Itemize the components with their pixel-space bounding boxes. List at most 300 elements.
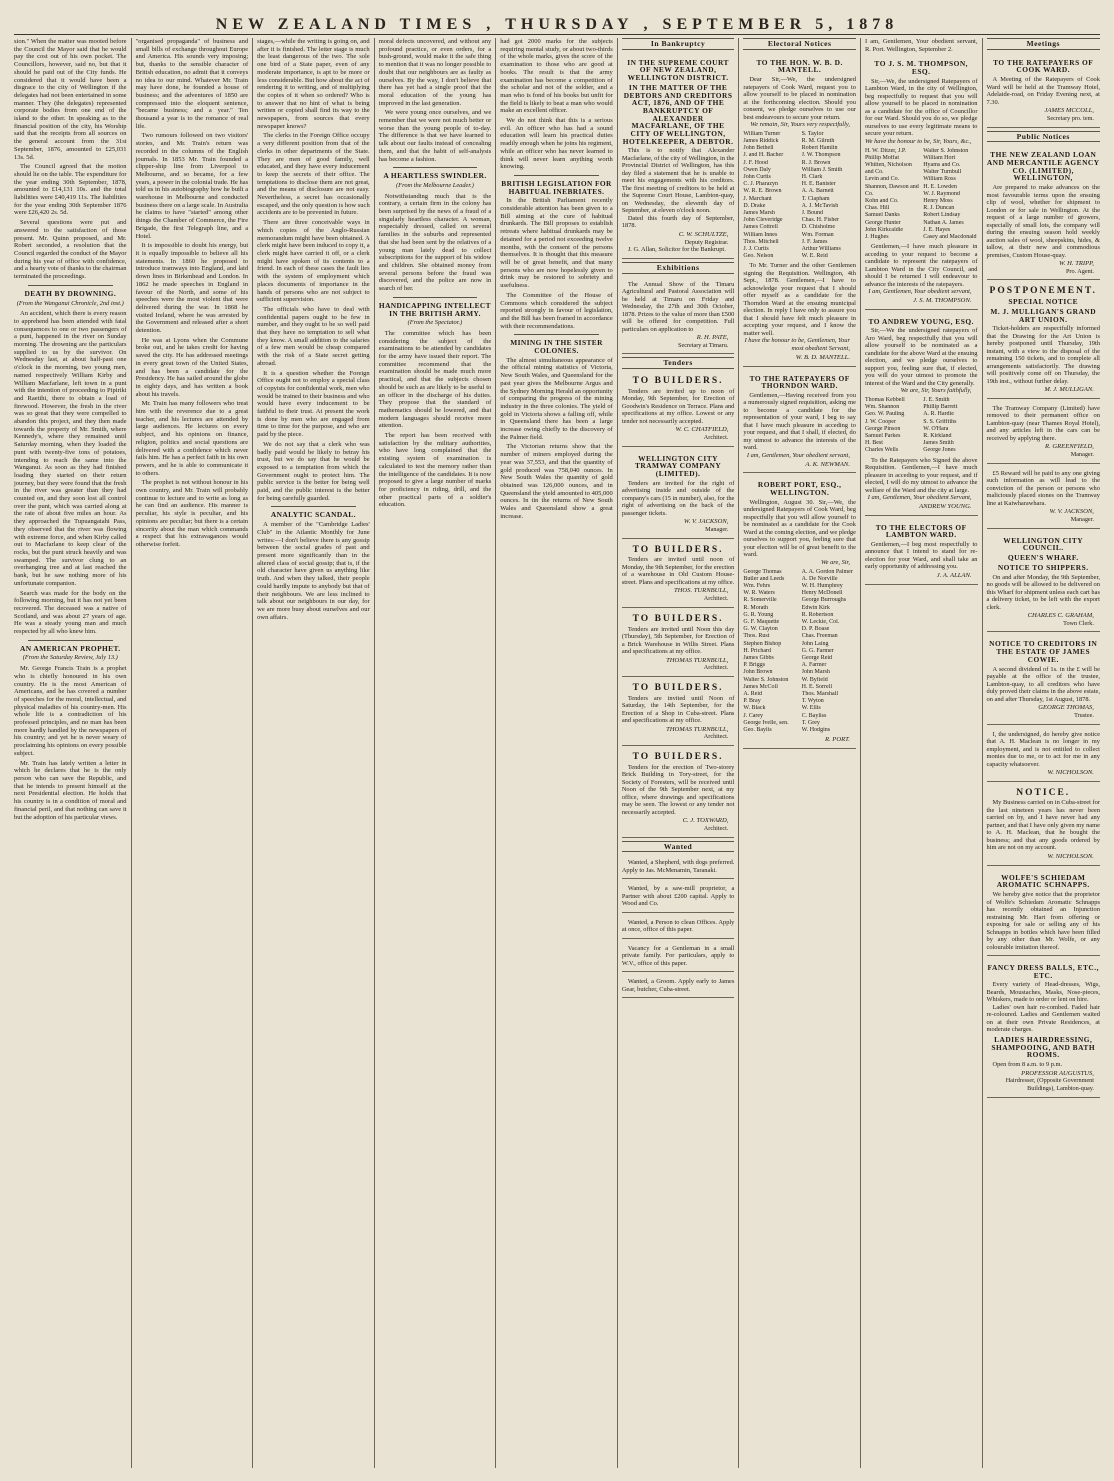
article-text: An accident, which there is every reason to apprehend has been attended with fatal consequences to one or two passengers of a punt, happened in the river on Sunday morning. The drowning are the particulars supplied to us by the survivor. On Wednesday last, at about half-past one o'clock in the morning, two young men, named respectively William Kirby and William Macfarlane, left town in a punt with the intention of proceeding to Pipiriki and Raetihi, there to obtain a load of firewood. However, the fresh in the river was so great that they were compelled to abandon this project, and they then made towards the property of Mr. Smith, where Kennedy's, where they remained until Saturday morning, when they loaded the punt with twenty-five tons of potatoes, intending to reach the same into the Wanganui. As soon as they had finished loading they started on their return journey, but they were found that the fresh in the river was greater than they had counted on, and they soon lost all control over the punt, which was carried along at the rate of about five miles an hour. As they approached the Tupuangatahi Pass, they observed that the river was flowing with extreme force, and when Kirby called out to Macfarlane to keep clear of the rocks, but the punt struck heavily and was swamped. The survivor clung to an overhanging tree and at last reached the bank, but he saw nothing more of his unfortunate companion. (14, 310, 127, 587)
article-headline: AN AMERICAN PROPHET. (20, 643, 121, 653)
article-headline: ANALYTIC SCANDAL. (270, 510, 356, 520)
article-headline: A HEARTLESS SWINDLER. (383, 171, 487, 181)
ad-text: Tenders are invited up to noon of Monday, 9th September, for Erection of Goodwin's Residence on Terrace. Plans and specifications at my office. Lowest or any tender not necessarily accepted. (621, 387, 735, 425)
ad-text: Tenders are invited until Noon of Saturday, the 14th September, for the Erection of a Shop in Cuba-street. Plans and specifications at my office. (621, 694, 735, 725)
signatory-name: Geo. W. Pauling (864, 411, 905, 418)
section-header: Electoral Notices (743, 38, 856, 50)
notice-text: Dear Sir,—We, the undersigned ratepayers of Cook Ward, request you to allow yourself to be placed in nomination at the forthcoming election. Should you consent, we pledge ourselves to use our best endeavours to secure your return. (743, 76, 856, 121)
notice-title: TO THE RATEPAYERS OF THORNDON WARD. (749, 373, 850, 391)
signatory-name: S. Taylor (801, 130, 824, 137)
article-text: The clerks in the Foreign Office occupy a very different position from that of the clerks in other departments of the State. They are men of good family, well educated, and they have every inducement to keep the secrets of their office. The temptations to disclose them are not great, and the means of disclosure are not easy. Nevertheless, a secret has occasionally escaped, and the only question is how such accidents are to be prevented in future. (257, 132, 370, 217)
ad-signature: R. GREENFIELD, (1045, 443, 1094, 451)
ad-text: Every variety of Head-dresses, Wigs, Beards, Moustaches, Masks, Nose-pieces, Whiskers, made to order or lent on hire. (986, 981, 1100, 1004)
notice-text: I am, Gentlemen, Your obedient servant, R. Port. Wellington, September 2. (864, 38, 978, 53)
section-header: In Bankruptcy (622, 38, 735, 50)
notice-signoff: We are, Sir, Yours faithfully, (900, 387, 972, 395)
ad-role: Architect. (703, 733, 729, 741)
meeting-notice (987, 54, 1100, 128)
section-header: Meetings (987, 38, 1100, 50)
ad-text: The Tramway Company (Limited) have removed to their permanent office on Lambton-quay (near Thames Royal Hotel), and any articles left in the cars can be received by applying there. (986, 404, 1100, 442)
ad-text: We hereby give notice that the proprietor of Wolfe's Schiedam Aromatic Schnapps has recently obtained an Injunction restraining Mr. Hart from offering or exposing for sale or selling any of his Schnapps in bottles which have been filled by any other than Mr. Wolfe, or any colourable imitation thereof. (986, 891, 1100, 951)
signatory-name: J. W. Thompson (801, 152, 841, 159)
divider (514, 175, 599, 176)
ad-role: Manager. (1070, 451, 1094, 459)
notice-signature: W. B. D. MANTELL. (795, 353, 850, 361)
signatory-name: J. Marchant (743, 195, 772, 202)
wanted-ad (622, 942, 735, 973)
article-source: (From the Saturday Review, July 13.) (22, 654, 118, 662)
divider (271, 506, 356, 507)
signatory-name: H. W. Ditzer, J.P. (864, 147, 907, 154)
notice-signoff: I am, Gentlemen, Your obedient servant, (868, 288, 972, 296)
article-source: (From the Melbourne Leader.) (396, 181, 474, 189)
signatory-name: R. M. Gilruth (801, 138, 835, 145)
signatory-name: George Jones (923, 447, 956, 454)
signatory-name: C. Bayliss (801, 712, 827, 719)
ad-title: TO THE RATEPAYERS OF COOK WARD. (993, 57, 1094, 75)
signatory-name: W. R. Waters (743, 590, 775, 597)
signatory-name: Hyams and Co. (923, 161, 961, 168)
article-text: Mr. Train has lately written a letter in which he declares that he is the only person who can save the Republic, and that he intends to present himself at the next Presidential election. He holds that his country is in a condition of moral and financial peril, and that nothing can save it but the adoption of his particular views. (14, 759, 127, 821)
public-notice (987, 283, 1100, 399)
public-notice (987, 635, 1100, 724)
signatory-name: R. J. Duncan (923, 205, 955, 212)
signatory-name: Robert Lindsay (923, 212, 961, 219)
article-text: sion." When the matter was mooted before the Council the Mayor said that he would pay the cost out of his own pocket. The Councillors, however, said no, but that it should be paid out of the City funds. He considered that it would have been a disgrace to the city of Wellington if the delegates had not been entertained in some manner. They (the delegates) represented corporate bodies from one end of the island to the other. In speaking as to the financial position of the city, his Worship said that the receipts from all sources on the general account from the 31st September, 1876, amounted to £25,031 13s. 5d. (14, 38, 127, 161)
signatory-name: G. G. Farmer (801, 647, 834, 654)
signatory-name: George Burroughs (801, 597, 847, 604)
signatory-name: George Hunter (864, 219, 901, 226)
notice-text: Wellington, August 30. Sir,—We, the undersigned Ratepayers of Cook Ward, beg respectfully that you will allow yourself to be nominated as a candidate for the Cook Ward at the coming election, and we pledge ourselves to support you, feeling sure that your election will be of great benefit to the ward. (743, 498, 856, 559)
signatory-name: Geo. Baylis (743, 726, 772, 733)
signatory-name: George Ivelle, sen. (743, 719, 789, 726)
notice-signature: J. S. M. THOMPSON. (913, 296, 972, 304)
column-5 (496, 38, 618, 1468)
signatory-name: J. J. Curtis (743, 246, 769, 253)
signatory-name: John Laing (801, 640, 829, 647)
signatory-name: G. R. Young (743, 611, 774, 618)
signatory-name: William Ross (923, 176, 956, 183)
signatory-list (743, 569, 856, 735)
signatory-name: Co. (864, 190, 874, 197)
signatory-list (743, 131, 856, 261)
signatory-name: George Pinson (864, 425, 901, 432)
ad-signature: PROFESSOR AUGUSTUS, (1021, 1069, 1094, 1077)
signatory-name: H. Clark (801, 174, 823, 181)
column-8 (861, 38, 983, 1468)
ad-signature: W. V. JACKSON, (683, 518, 729, 526)
notice-text: Gentlemen,—Having received from you a numerously signed requisition, asking me to become a candidate for the representation of your ward, I beg to say that I have much pleasure in acceding to your request, and that I shall, if elected, do my utmost to advance the interests of the ward. (743, 391, 856, 452)
notice-title: TO THE ELECTORS OF LAMBTON WARD. (875, 522, 967, 540)
signatory-name: H. Prichard (743, 647, 772, 654)
ad-role: Town Clerk. (1063, 619, 1094, 627)
ad-role: Architect. (703, 434, 729, 442)
column-6 (618, 38, 740, 1468)
signatory-name: R. Kirkland (923, 432, 952, 439)
tender-ad (622, 749, 735, 838)
signatory-name: Whitten, Nicholson (864, 161, 912, 168)
ad-title: TO BUILDERS. (632, 752, 724, 763)
public-notice (987, 959, 1100, 1098)
notice-signature: ANDREW YOUNG. (919, 502, 972, 510)
masthead-date: SEPTEMBER 5, 1878 (662, 16, 899, 33)
ad-text: Ladies' own hair re-combed. Faded hair re-coloured. Ladies and Gentlemen waited on at their own Private Residences, at moderate charges. (986, 1003, 1100, 1034)
signatory-name: John Curtis (743, 174, 771, 181)
ad-text: Tenders for the erection of Two-storey Brick Building in Tory-street, for the Society of Foresters, will be received until Noon of the 9th September next, at my office, where drawings and specifications may be seen. The lowest or any tender not necessarily accepted. (621, 763, 735, 816)
article-text: The Committee of the House of Commons which considered the subject reported strongly in favour of legislation, and the Bill has been framed in accordance with their recommendations. (500, 291, 613, 330)
column-7 (739, 38, 861, 1468)
notice-reply: Gentlemen,—I have much pleasure in acceding to your request to become a candidate to represent the ratepayers of Lambton Ward in the City Council, and should I be returned I will endeavour to advance the interests of the ratepayers. (864, 243, 978, 288)
column-4 (375, 38, 497, 1468)
signatory-name: W. Leckie, Col. (801, 618, 840, 625)
ad-title: TO BUILDERS. (632, 544, 724, 555)
signatory-name: and Co. (864, 169, 884, 176)
public-notice (987, 467, 1100, 529)
ad-title: WOLFE'S SCHIEDAM AROMATIC SCHNAPPS. (996, 872, 1090, 890)
tender-ad (622, 450, 735, 539)
divider (514, 334, 599, 335)
signatory-name: W. Byfield (801, 676, 828, 683)
signatory-name: H. Best (864, 440, 883, 447)
ad-heading: M. J. MULLIGAN'S GRAND ART UNION. (990, 306, 1097, 324)
section-header: Exhibitions (622, 262, 735, 274)
signatory-name: Stephen Bishop (743, 640, 782, 647)
notice-text: The Annual Show of the Timaru Agricultural and Pastoral Association will be held at Timaru on Friday and Wednesday, the 27th and 30th October, 1878. Prizes to the value of more than £500 will be offered for competition. Full particulars on application to (621, 280, 735, 333)
signatory-name: William J. Smith (801, 166, 843, 173)
article-text: stages,—while the writing is going on, and after it is finished. The letter stage is much the least dangerous of the two. The sole one bird of a State paper, even of any moderate importance, is apt to be more or less considerable. But how about the act of rendering it to writing, and of multiplying the copies of it when so ordered? Who is to answer that no hint of what is being written or copied shall find its way to the newspapers, from sources that every newspaper knows? (257, 38, 370, 130)
article-text: The report has been received with satisfaction by the military authorities, who have long complained that the existing system of examination is calculated to test the memory rather than the intelligence of the candidates. It is now proposed to give a large number of marks for proficiency in riding, drill, and the other practical parts of a soldier's education. (378, 432, 492, 509)
signatory-name: Chas. Hill (864, 205, 890, 212)
signatory-name: John Cleveridge (743, 217, 783, 224)
signatory-name: S. S. Griffiths (923, 418, 957, 425)
ad-text: Wanted, by a saw-mill proprietor, a Partner with about £200 capital. Apply to Wood and Co. (621, 885, 735, 908)
public-notice (987, 402, 1100, 464)
signatory-name: William Turner (743, 130, 781, 137)
ad-text: Are prepared to make advances on the most favourable terms upon the ensuing clip of wool, whether for shipment to London or for sale in Wellington. At the request of a large number of growers, especially of small lots, the company will during the ensuing season hold weekly auction sales of wool, sheepskins, hides, & tallow, at their new and commodious premises, Custom House-quay. (986, 184, 1100, 259)
ad-signature: M. J. MULLIGAN. (1044, 386, 1094, 394)
signatory-name: George Thomas (743, 568, 782, 575)
signatory-name: William Hort (923, 154, 956, 161)
masthead-day: THURSDAY (505, 16, 634, 33)
signatory-name: James Marsh (743, 210, 775, 217)
ad-role: Hairdresser, (Opposite Government Buildings), Lambton-quay. (1005, 1077, 1094, 1092)
signatory-name: J. and H. Bacher (743, 152, 784, 159)
signatory-name: Henry McDonell (801, 590, 843, 597)
article-headline: BRITISH LEGISLATION FOR HABITUAL INEBRIATES. (501, 178, 612, 196)
notice-text: This is to notify that Alexander Macfarlane, of the city of Wellington, in the Provincial District of Wellington, has this day filed a statement that he is unable to meet his engagements with his creditors. The first meeting of creditors to be held at the Supreme Court House, Lambton-quay, on Wednesday, the eleventh day of September, at eleven o'clock noon. (621, 147, 735, 215)
signatory-name: Thos. Mitchell (743, 238, 779, 245)
notice-signature: C. W. SCHULTZE, (678, 230, 729, 238)
tender-ad (622, 373, 735, 447)
signatory-name: J. W. Cooper (864, 418, 896, 425)
public-notice (987, 146, 1100, 280)
article-text: A member of the "Cambridge Ladies' Club" in the Atlantic Monthly for June writes:—I don't believe there is any gossip between the social grades of past and present more significantly than in the altered class of social gossip; that is, if the old character have given us anything like truth. And when they talked, their people could hardly impute to anybody but that of their neighbours. We are less inclined to talk about our neighbours in our day, for we are more busy about ourselves and our own affairs. (257, 521, 370, 621)
ad-title: POSTPONEMENT. (989, 286, 1097, 297)
ad-role: Architect. (703, 664, 729, 672)
ad-signature: W. C. CHATFIELD, (675, 426, 729, 434)
signatory-name: James Gibbs (743, 654, 774, 661)
ad-text: Wanted, a Person to clean Offices. Apply at once, office of this paper. (621, 918, 735, 934)
electoral-notice (865, 313, 978, 516)
electoral-notice (743, 370, 856, 474)
signatory-name: D. Chisholme (801, 224, 835, 231)
signatory-name: R. Robertson (801, 611, 834, 618)
signatory-name: W. Hodgins (801, 726, 831, 733)
ad-role: Manager. (705, 526, 729, 534)
signatory-name: Geo. Nelson (743, 253, 774, 260)
signatory-name: Wm. Fehrs (743, 582, 771, 589)
ad-role: Architect. (703, 825, 729, 833)
signatory-name: Casey and Macdonald (923, 233, 977, 240)
wanted-ad (622, 975, 735, 998)
signatory-name: Edwin Kirk (801, 604, 830, 611)
ad-text: Tenders are invited for the right of advertising inside and outside of the company's cars (15 in number), also, for the right of advertising on the back of the passenger tickets. (621, 479, 735, 517)
ad-title: TO BUILDERS. (632, 376, 724, 387)
section-header: Tenders (622, 357, 735, 369)
signatory-name: George Reid (801, 654, 833, 661)
article-text: Several questions were put and answered to the satisfaction of those present. Mr. Quinn proposed, and Mr. Robert seconded, a resolution that the Council regarded the conduct of the Mayor during his year of office with confidence, and a hearty vote of thanks to the chairman terminated the proceedings. (14, 219, 127, 281)
signatory-name: John Bethell (743, 145, 774, 152)
article-text: had got 2000 marks for the subjects requiring mental study, or about two-thirds of the whole marks, gives the score of the examination to those who are good at books. The result is that the army examination has become a competition of the scholar and not of the soldier, and a man who is fond of his books but unfit for the field is likely to beat a man who would make an excellent officer. (500, 38, 613, 115)
signatory-name: W. E. Reid (801, 253, 828, 260)
notice-title: TO ANDREW YOUNG, ESQ. (868, 316, 974, 326)
ad-text: Wanted, a Groom. Apply early to James Gear, butcher, Cuba-street. (621, 978, 735, 993)
signatory-name: W. H. Humphrey (801, 582, 843, 589)
ad-role: Secretary pro. tem. (1046, 114, 1094, 122)
wanted-ad (622, 916, 735, 939)
signatory-name: J. Hughes (864, 233, 889, 240)
signatory-name: Butler and Leeds (743, 575, 785, 582)
ad-title: NOTICE TO CREDITORS IN THE ESTATE OF JAMES COWIE. (989, 639, 1098, 664)
signatory-name: H. E. Sorrell (801, 683, 832, 690)
article-text: The Victorian returns show that the number of miners employed during the year was 37,553, and that the quantity of gold produced was 758,040 ounces. In New South Wales the quantity of gold obtained was 126,000 ounces, and in Queensland the yield amounted to 405,000 ounces. In tin the returns of New South Wales and Queensland show a great increase. (500, 443, 613, 520)
article-text: The Council agreed that the motion should lie on the table. The expenditure for the year ending 30th September, 1878, amounted to £14,131 10s. and the total liabilities were £40,419 11s. The liabilities for the year ending 30th September 1876 were £26,420 2s. 5d. (14, 163, 127, 217)
article-text: There are three conceivable ways in which copies of the Anglo-Russian memorandum might have been obtained. A clerk might have been induced to copy it, a clerk might have carried it off, or a clerk might have spoken of its contents to a friend. In each of these cases the fault lies with the system of employment which places documents of importance in the hands of persons who are not subject to sufficient supervision. (257, 219, 370, 304)
signatory-name: T. Wyton (801, 698, 824, 705)
signatory-name: Phillip Barrett (923, 404, 958, 411)
ad-text: Vacancy for a Gentleman in a small private family. For particulars, apply to W.V., office of this paper. (621, 944, 735, 967)
signatory-name: Walter S. Johnston (923, 147, 969, 154)
article-text: He was at Lyons when the Commune broke out, and he takes credit for having saved the city. He has addressed meetings in every great town of the United States, and has been a candidate for the Presidency. He has sailed around the globe in eighty days, and has written a book about his travels. (135, 336, 249, 398)
column-1 (10, 38, 132, 1468)
notice-signature: J. A. ALLAN. (936, 571, 972, 579)
article-text: "organised propaganda" of business and small bills of exchange throughout Europe and America. His sounds very imposing; but, thanks to the sensible character of British education, no admit that it conveys no idea to our mind. Whatever Mr. Train may have done, he founded a house of business; and the adventures of 1850 are compressed into the eloquent sentence, "became business; and a year." Ten thousand a year is to the romance of real life. (135, 38, 249, 130)
electoral-notice (743, 476, 856, 748)
ad-role: Pro. Agent. (1065, 267, 1094, 275)
signatory-name: James Cottrell (743, 224, 778, 231)
signatory-name: A. A. Gordon Palmer (801, 568, 853, 575)
signatory-name: Charles Wells (864, 447, 899, 454)
ad-hours: Open from 8 a.m. to 9 p.m. (992, 1061, 1063, 1069)
signatory-name: John Brown (743, 669, 773, 676)
article-headline: HANDICAPPING INTELLECT IN THE BRITISH ARMY. (378, 300, 491, 318)
signatory-name: H. E. Banister (801, 181, 836, 188)
notice-solicitor: J. G. Allan, Solicitor for the Bankrupt. (627, 246, 726, 254)
notice-title: ROBERT PORT, ESQ., WELLINGTON. (757, 480, 842, 498)
article-text: It is impossible to doubt his energy, but it is equally impossible to believe all his statements. In 1860 he proposed to introduce tramways into England, and laid down lines in Birkenhead and London. In 1862 he made speeches in England in favour of the North, and some of his speeches were the most violent that were delivered during the war. In 1868 he visited Ireland, where he was arrested by the Government and released after a short detention. (135, 242, 249, 335)
tender-ad (622, 542, 735, 608)
ad-signature: THOMAS TURNBULL, (666, 725, 729, 733)
signatory-name: James McColl (743, 683, 778, 690)
signatory-name: J. F. James (801, 238, 828, 245)
section-header: Public Notices (987, 131, 1100, 143)
public-notice (987, 728, 1100, 782)
signatory-name: Chas. Freeman (801, 633, 838, 640)
notice-signature: R. PORT. (824, 736, 850, 744)
article-text: The prophet is not without honour in his own country, and Mr. Train will probably continue to lecture and to write as long as he can find an audience. His manner is peculiar, his style is peculiar, and his opinions are peculiar; but there is a certain sincerity about the man which commands a respect that his extravagances would otherwise forfeit. (135, 479, 249, 548)
wanted-ad (622, 856, 735, 879)
signatory-name: William Innes (743, 231, 778, 238)
notice-title: TO THE HON. W. B. D. MANTELL. (756, 57, 843, 75)
signatory-name: Kohn and Co. (864, 197, 899, 204)
article-headline: MINING IN THE SISTER COLONIES. (510, 338, 603, 356)
notice-reply: To the Ratepayers who Signed the above Requisition. Gentlemen,—I have much pleasure in acceding to your request, and if elected, I will do my utmost to advance the welfare of the Ward and the city at large. (864, 456, 978, 494)
legal-notice (622, 54, 735, 259)
ad-text: I, the undersigned, do hereby give notice that A. H. Maclean is no longer in my employment, and is not entitled to collect monies due to me, or to act for me in any capacity whatsoever. (986, 730, 1100, 768)
signatory-name: J. Carey (743, 712, 764, 719)
ad-title: FANCY DRESS BALLS, ETC., ETC. (987, 963, 1099, 980)
wanted-ad (622, 882, 735, 913)
notice-role: Deputy Registrar. (684, 238, 729, 246)
masthead (14, 6, 1100, 35)
signatory-name: Samuel Danks (864, 212, 900, 219)
ad-text: A Meeting of the Ratepayers of Cook Ward will be held at the Tramway Hotel, Adelaide-road, on Friday Evening next, at 7.30. (986, 76, 1100, 106)
signatory-name: A. J. McTavish (801, 202, 839, 209)
signatory-name: A. A. Barnett (801, 188, 834, 195)
signatory-name: T. Grey (801, 719, 820, 726)
article-text: Mr. Train has many followers who treat him with the reverence due to a great teacher, and his lectures are attended by large audiences. He lectures on every subject, and his opinions on finance, religion, politics and social questions are delivered with a confidence which never fails him. He has a perfect faith in his own powers, and he is able to communicate it to others. (135, 400, 249, 477)
signatory-name: W. Black (743, 705, 766, 712)
article-text: We do not think that this is a serious evil. An officer who has had a sound education will learn his practical duties readily enough when he joins his regiment, while an officer who has never learned to think will never learn anything worth knowing. (500, 117, 613, 171)
signatory-name: Wm. Forman (801, 231, 834, 238)
article-text: Search was made for the body on the following morning, but it has not yet been recovered. The deceased was a native of Scotland, and was about 27 years of age. He was a steady young man and much respected by all who knew him. (14, 589, 127, 636)
notice-signoff: I am, Gentlemen, Your obedient servant, (746, 451, 850, 459)
signatory-name: P. Briggs (743, 662, 766, 669)
signatory-name: James Smith (923, 440, 954, 447)
ad-text: Wanted, a Shepherd, with dogs preferred. Apply to Jas. McMenamin, Taranaki. (621, 859, 735, 874)
ad-text: £5 Reward will be paid to any one giving such information as will lead to the conviction of the person or persons who maliciously placed stones on the Tramway line at Kaiwharawhara. (986, 469, 1100, 507)
notice-signoff: I am, Gentlemen, Your obedient Servant, (867, 494, 972, 502)
signatory-name: Thomas Kebbell (864, 396, 905, 403)
signatory-name: J. Bound (801, 210, 823, 217)
masthead-title: NEW ZEALAND TIMES (215, 16, 477, 33)
ad-signature: THOS. TURNBULL, (673, 587, 729, 595)
signatory-name: W. O'Hara (923, 425, 949, 432)
ad-signature: W. V. JACKSON, (1049, 508, 1094, 516)
ad-title: TO BUILDERS. (632, 613, 724, 624)
public-notice (987, 785, 1100, 866)
column-2 (132, 38, 254, 1468)
notice-text: Sir,—We the undersigned ratepayers of Aro Ward, beg respectfully that you will allow yourself to be nominated as a candidate for the above Ward at the ensuing election, and we pledge ourselves to support you, feeling sure that, if elected, you will do your utmost to promote the interest of the Ward and the City generally. (864, 327, 978, 387)
ad-subtitle: QUEEN'S WHARF. (1007, 553, 1079, 563)
notice-text: Gentlemen,—I beg most respectfully to announce that I intend to stand for re-election for your Ward, and shall take an early opportunity of addressing you. (864, 540, 978, 571)
article-text: In the British Parliament recently considerable attention has been given to a Bill aiming at the cure of habitual drunkards. The Bill proposes to establish retreats where habitual drunkards may be detained for a period not exceeding twelve months, with the consent of the persons themselves. It is thought that this measure will be of great benefit, and that many persons who are now hopelessly given to drink may be restored to sobriety and usefulness. (500, 197, 613, 290)
signatory-name: Phillip Moffat (864, 154, 899, 161)
signatory-name: J. F. Hood (743, 159, 768, 166)
signatory-name: Shannon, Dawson and (864, 183, 919, 190)
ad-title: THE NEW ZEALAND LOAN AND MERCANTILE AGENCY CO. (LIMITED), WELLINGTON, (986, 150, 1100, 183)
ad-heading: NOTICE TO SHIPPERS. (997, 562, 1089, 572)
masthead-separator: , (486, 16, 496, 33)
notice-signature: A. K. NEWMAN. (805, 460, 850, 468)
signatory-name: Robert Hamlin (801, 145, 838, 152)
article-headline: DEATH BY DROWNING. (24, 288, 117, 298)
signatory-name: H. E. Lowden (923, 183, 957, 190)
signatory-name: J. E. Hayes (923, 226, 951, 233)
ad-text: Ticket-holders are respectfully informed that the Drawing for the Art Union is hereby postponed until Thursday, 19th instant, with a view to the disposal of the remaining 150 tickets, and to complete all arrangements satisfactorily. The drawing will positively come off on Thursday, the 19th inst., without further delay. (986, 325, 1100, 385)
public-notice (987, 869, 1100, 956)
section-header: Wanted (622, 841, 735, 853)
signatory-name: P. Bray (743, 698, 761, 705)
ad-subtitle: SPECIAL NOTICE (1008, 297, 1079, 307)
masthead-separator: , (643, 16, 653, 33)
signatory-name: Thos. Marshall (801, 690, 838, 697)
article-text: Two rumours followed on two visitors' stories, and Mr. Train's return was recorded in the columns of the English journals. In 1853 Mr. Train founded a clipper-ship line from Liverpool to Melbourne, and so became, for a few years, a power in the colonial trade. He has told us in his autobiography how he built a warehouse in Melbourne and conducted business there on a large scale. In Australia he claims to have "started" among other things the Chamber of Commerce, the Fire Brigade, the first Telegraph line, and a Hotel. (135, 132, 249, 240)
signatory-name: Samuel Parkes (864, 432, 901, 439)
ad-role: Architect. (703, 595, 729, 603)
ad-signature: W. NICHOLSON. (1047, 852, 1094, 860)
ad-role: Manager. (1070, 516, 1094, 524)
signatory-name: G. F. Maquette (743, 618, 780, 625)
ad-role: Trustee. (1074, 711, 1094, 719)
notice-signoff: I have the honour to be, Gentlemen, Your most obedient Servant, (744, 337, 850, 353)
signatory-name: A. De Norville (801, 575, 838, 582)
notice-signoff: We are, Sir, (820, 558, 850, 566)
signatory-name: A. R. Hardie (923, 411, 954, 418)
ad-signature: W. H. TRIPP, (1058, 260, 1094, 268)
article-text: The officials who have to deal with confidential papers ought to be few in number, and they ought to be so well paid that they have no temptation to sell what they know. A small addition to the salaries of a few men would be cheap compared with the risk of a State secret getting abroad. (257, 305, 370, 367)
signatory-name: T. Clapham (801, 195, 830, 202)
signatory-name: Walter Turnbull (923, 169, 962, 176)
article-text: Notwithstanding much that is the contrary, a certain firm in the colony has been surprised by the news of a fraud of a singularly heartless character. A woman, respectably dressed, called on several families in the suburbs and represented that she had been sent by the relatives of a young man lately dead to collect subscriptions for the support of his widow and children. She obtained money from several persons before the fraud was discovered, and the police are now in search of her. (378, 192, 492, 293)
notice-signature: R. H. PATE, (696, 334, 729, 342)
ad-text: Tenders are invited until Noon this day (Thursday), 5th September, for Erection of a Brick Warehouse in Willis Street. Plans and specifications at my office. (621, 625, 735, 656)
notice-text: Sir,—We, the undersigned Ratepayers of Lambton Ward, in the city of Wellington, beg respectfully to request that you will allow yourself to be placed in nomination as a candidate for the office of Councillor for our Ward. Should you do so, we pledge ourselves to use every legitimate means to secure your return. (864, 77, 978, 138)
signatory-name: R. Somerville (743, 597, 777, 604)
signatory-list (865, 397, 978, 455)
signatory-name: Henry Moss (923, 197, 953, 204)
signatory-name: Thos. Rust (743, 633, 770, 640)
ad-text: Tenders are invited until noon of Monday, the 9th September, for the erection of a warehouse in Old Custom House-street. Plans and specifications at my office. (621, 556, 735, 586)
signatory-name: A. Reid (743, 690, 763, 697)
signatory-name: Wm. Shannon (864, 404, 900, 411)
ad-title: WELLINGTON CITY TRAMWAY COMPANY (LIMITED). (634, 453, 722, 479)
signatory-name: A. Farmer (801, 662, 827, 669)
notice-signoff: We have the honour to be, Sir, Yours, &c., (864, 137, 972, 145)
ad-signature: C. J. TOXWARD, (682, 817, 729, 825)
exhibition-notice (622, 278, 735, 355)
signatory-name: Nathan A. James (923, 219, 964, 226)
signatory-list (865, 148, 978, 242)
divider (393, 167, 478, 168)
public-notice (987, 532, 1100, 633)
electoral-notice (865, 519, 978, 585)
ad-title: NOTICE. (1016, 787, 1071, 798)
signatory-name: W. R. E. Brown (743, 188, 782, 195)
article-text: We were young once ourselves, and we remember that we were not much better or worse than the young people of to-day. The difference is that we have learned to talk about our faults instead of concealing them, and that the habit of self-analysis has become a fashion. (378, 109, 492, 163)
signatory-name: R. J. Brown (801, 159, 831, 166)
signatory-name: R. Morath (743, 604, 769, 611)
signatory-name: J. E. Smith (923, 396, 950, 403)
ad-signature: CHARLES C. GRAHAM, (1027, 612, 1094, 620)
notice-title: IN THE MATTER OF THE DEBTORS AND CREDITORS ACT, 1876, AND OF THE BANKRUPTCY OF ALEXANDER MACFARLANE, OF THE CITY OF WELLINGTON, HOTELKEEPER, A DEBTOR. (622, 82, 734, 146)
signatory-name: Owen Daly (743, 166, 771, 173)
ad-text: On and after Monday, the 9th September, no goods will be allowed to be delivered on this Wharf for shipment unless each cart has a delivery ticket, to be left with the export clerk. (986, 573, 1100, 611)
signatory-name: D. Drake (743, 202, 766, 209)
signatory-name: C. J. Pharazyn (743, 181, 779, 188)
divider (28, 285, 113, 286)
ad-heading: LADIES HAIRDRESSING, SHAMPOOING, AND BATH ROOMS. (991, 1034, 1096, 1060)
